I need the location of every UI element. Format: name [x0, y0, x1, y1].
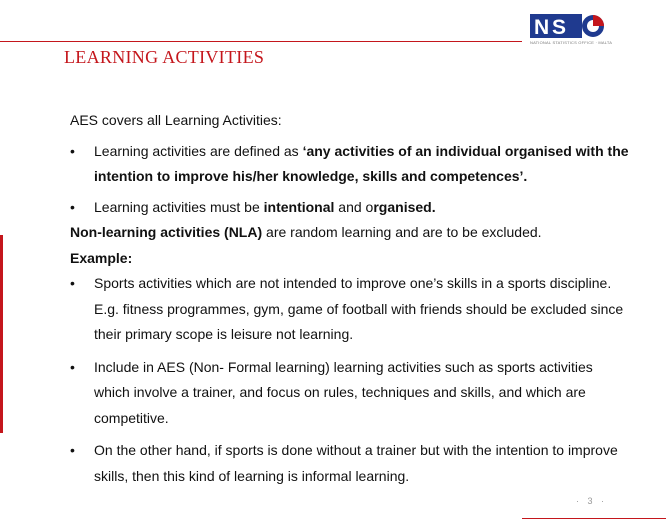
intro-text: AES covers all Learning Activities: — [70, 112, 282, 128]
bullet-mark: • — [70, 275, 75, 291]
example-bullet: • Sports activities which are not intended to improve one’s skills in a sports discipline. E.g. fitness programmes, gym, game of football with friends should be excluded since their primary scope is leisure not learning. — [70, 271, 630, 348]
svg-text:N: N — [534, 16, 550, 39]
footer-rule — [522, 518, 666, 519]
bullet-mark: • — [70, 442, 75, 458]
example-bullet: • On the other hand, if sports is done without a trainer but with the intention to improve skills, then this kind of learning is informal learning. — [70, 438, 630, 489]
bullet-mark: • — [70, 198, 75, 215]
svg-text:S: S — [552, 16, 567, 39]
example-bullet: • Include in AES (Non- Formal learning) learning activities such as sports activities which involve a trainer, and focus on rules, techniques and skills, and which are competitive. — [70, 355, 630, 432]
bullet-mark: • — [70, 358, 75, 375]
slide-body — [70, 108, 630, 489]
bullet-intentional: • Learning activities must be intentional and organised. — [70, 195, 630, 221]
left-accent-bar — [0, 235, 3, 433]
nla-statement: Non-learning activities (NLA) are random learning and are to be excluded. — [70, 224, 542, 240]
nso-logo — [530, 12, 610, 42]
bullet-definition: • Learning activities are defined as ‘any activities of an individual organised with the intention to improve his/her knowledge, skills and competences’. — [70, 139, 630, 190]
logo-caption: NATIONAL STATISTICS OFFICE · MALTA — [530, 40, 613, 45]
bullet-mark: • — [70, 142, 75, 159]
slide-title: LEARNING ACTIVITIES — [64, 47, 265, 67]
page-number: · 3 · — [576, 496, 608, 506]
definition-quote: ‘any activities of an individual organised with the intention to improve his/her knowledge, skills and competences’. — [94, 142, 629, 184]
example-heading: Example: — [70, 249, 133, 266]
title-underline — [0, 41, 522, 42]
